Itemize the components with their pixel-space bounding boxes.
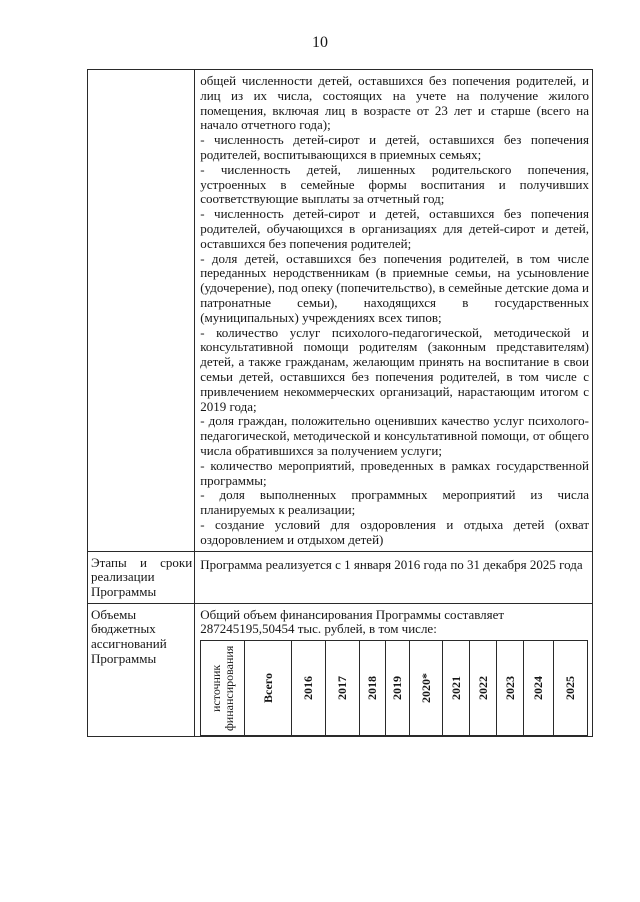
funding-col-2020-label: 2020* bbox=[418, 673, 433, 704]
indicator-item: - численность детей-сирот и детей, оставшихся без попечения родителей, воспитывающихся в приемных семьях; bbox=[200, 132, 589, 162]
indicator-item: - создание условий для оздоровления и отдыха детей (охват оздоровлением и отдыхом детей) bbox=[200, 516, 589, 547]
funding-col-2021 bbox=[443, 641, 470, 736]
funding-col-total bbox=[245, 641, 292, 736]
funding-col-2024 bbox=[524, 641, 554, 736]
indicator-item: - доля детей, оставшихся без попечения родителей, в том числе переданных неродственникам (в приемные семьи, на усыновление (удочерение), под опеку (попечительство), в семейные детские дома и патронатные семьи), находящихся в государственных (муниципальных) учреждениях всех типов; bbox=[200, 250, 589, 325]
table-row bbox=[88, 551, 593, 603]
indicators-cell bbox=[195, 70, 593, 552]
funding-table bbox=[200, 640, 588, 736]
funding-col-2021-label: 2021 bbox=[448, 676, 463, 701]
terms-value: Программа реализуется с 1 января 2016 года по 31 декабря 2025 года bbox=[200, 556, 583, 572]
funding-col-2018-label: 2018 bbox=[365, 676, 380, 701]
funding-col-2022 bbox=[470, 641, 497, 736]
indicator-item: - доля выполненных программных мероприятий из числа планируемых к реализации; bbox=[200, 487, 589, 518]
indicator-item: - численность детей-сирот и детей, оставшихся без попечения родителей, обучающихся в организациях для детей-сирот и детей, оставшихся без попечения родителей; bbox=[200, 206, 589, 251]
funding-label-cell bbox=[88, 603, 195, 737]
indicators-label-cell bbox=[88, 70, 195, 552]
funding-col-2022-label: 2022 bbox=[475, 676, 490, 701]
funding-intro: Общий объем финансирования Программы составляет 287245195,50454 тыс. рублей, в том числе: bbox=[200, 606, 505, 637]
funding-col-2019 bbox=[386, 641, 410, 736]
page-number: 10 bbox=[312, 34, 328, 51]
funding-col-2017 bbox=[326, 641, 360, 736]
table-row bbox=[88, 70, 593, 552]
indicator-item: - численность детей, лишенных родительского попечения, устроенных в семейные формы воспитания и получивших соответствующие выплаты за отчетный год; bbox=[200, 161, 589, 207]
indicator-item: - количество мероприятий, проведенных в рамках государственной программы; bbox=[200, 457, 589, 488]
funding-col-2024-label: 2024 bbox=[531, 676, 546, 701]
funding-col-2025-label: 2025 bbox=[563, 676, 578, 701]
funding-label: Объемы бюджетных ассигнований Программы bbox=[91, 606, 167, 666]
funding-col-2023-label: 2023 bbox=[502, 676, 517, 701]
funding-col-2016 bbox=[292, 641, 326, 736]
funding-col-2019-label: 2019 bbox=[390, 676, 405, 701]
terms-label: Этапы и сроки реализации Программы bbox=[91, 554, 193, 600]
funding-header-row bbox=[201, 641, 588, 736]
indicator-item: общей численности детей, оставшихся без попечения родителей, и лиц из их числа, состоящих на учете на получение жилого помещения, включая лиц в возрасте от 23 лет и старше (всего на начало отчетного года); bbox=[200, 73, 589, 133]
terms-value-cell bbox=[195, 551, 593, 603]
indicator-item: - количество услуг психолого-педагогической, методической и консультативной помощи родителям (законным представителям) детей, а также гражданам, желающим принять на воспитание в свои семьи детей, оставшихся без попечения родителей, в том числе с привлечением некоммерческих организаций, нарастающим итогом с 2019 года; bbox=[200, 324, 589, 414]
funding-col-2025 bbox=[554, 641, 588, 736]
funding-col-2016-label: 2016 bbox=[301, 676, 316, 701]
funding-col-2017-label: 2017 bbox=[335, 676, 350, 701]
funding-col-source-label: источник финансирования bbox=[208, 645, 236, 731]
indicators-list bbox=[195, 70, 592, 551]
program-passport-table bbox=[87, 69, 593, 737]
terms-label-cell bbox=[88, 551, 195, 603]
funding-col-2020 bbox=[410, 641, 443, 736]
funding-col-total-label: Всего bbox=[260, 673, 275, 704]
funding-col-source bbox=[201, 641, 245, 736]
table-row bbox=[88, 603, 593, 737]
indicator-item: - доля граждан, положительно оценивших качество услуг психолого-педагогической, методической и консультативной помощи, от общего числа обратившихся за получением услуги; bbox=[200, 413, 589, 458]
funding-col-2018 bbox=[360, 641, 386, 736]
funding-value-cell bbox=[195, 603, 593, 737]
funding-col-2023 bbox=[497, 641, 524, 736]
